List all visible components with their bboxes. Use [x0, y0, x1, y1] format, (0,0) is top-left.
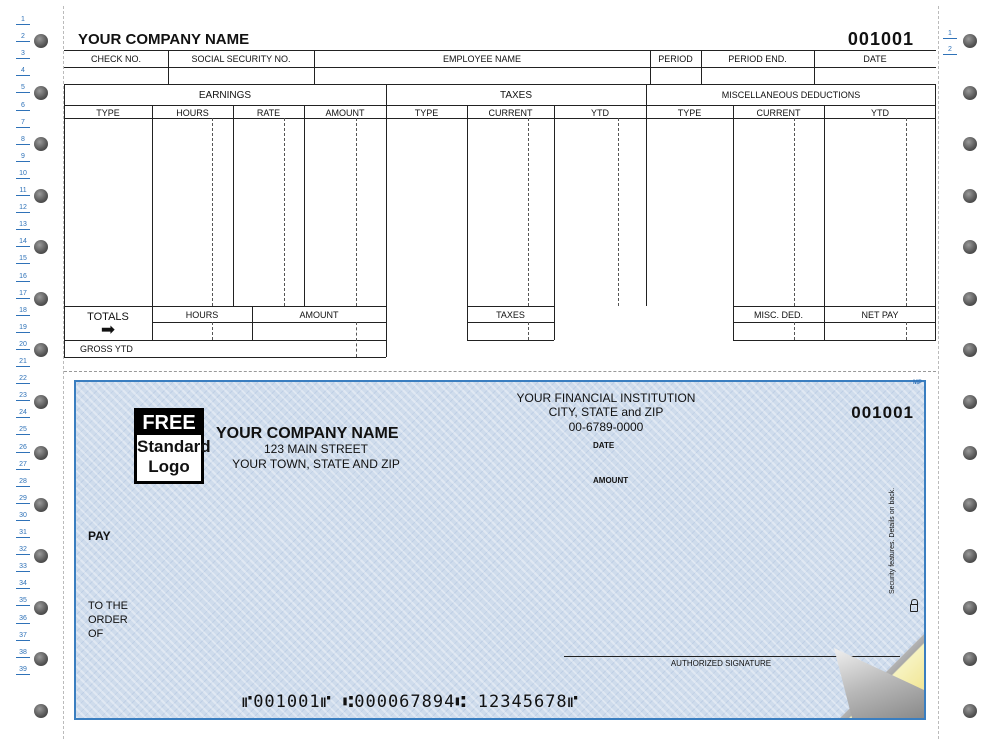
line-number: 27 — [16, 461, 30, 470]
to-the-label: TO THE — [88, 600, 128, 612]
bank-routing-fraction: 00-6789-0000 — [568, 420, 644, 434]
tractor-hole — [34, 549, 48, 563]
line-number: 28 — [16, 478, 30, 487]
tractor-hole — [34, 189, 48, 203]
tractor-hole — [963, 395, 977, 409]
tractor-hole — [34, 395, 48, 409]
line-number: 18 — [16, 307, 30, 316]
line-number: 21 — [16, 358, 30, 367]
section-taxes: TAXES — [499, 90, 533, 101]
totals-hours: HOURS — [185, 310, 219, 320]
line-number: 23 — [16, 392, 30, 401]
free-standard-logo — [134, 408, 211, 484]
tractor-hole — [963, 292, 977, 306]
header-check-no: CHECK NO. — [90, 54, 141, 64]
col-taxes-type: TYPE — [414, 108, 439, 118]
header-period-end: PERIOD END. — [728, 54, 787, 64]
tractor-hole — [963, 240, 977, 254]
bank-name: YOUR FINANCIAL INSTITUTION — [516, 391, 696, 405]
micr-line: ⑈001001⑈ ⑆000067894⑆ 12345678⑈ — [242, 692, 579, 712]
tractor-hole — [34, 652, 48, 666]
col-taxes-ytd: YTD — [591, 108, 609, 118]
tractor-hole — [34, 86, 48, 100]
tractor-hole — [963, 189, 977, 203]
of-label: OF — [88, 628, 104, 640]
line-number: 33 — [16, 563, 30, 572]
tractor-hole — [963, 601, 977, 615]
line-number: 39 — [16, 666, 30, 675]
authorized-signature-label: AUTHORIZED SIGNATURE — [670, 659, 772, 668]
totals-net-pay: NET PAY — [861, 310, 899, 320]
line-number: 22 — [16, 375, 30, 384]
tractor-hole — [963, 704, 977, 718]
tractor-hole — [34, 34, 48, 48]
tractor-hole — [963, 549, 977, 563]
tractor-hole — [963, 137, 977, 151]
stub-company-name: YOUR COMPANY NAME — [78, 31, 250, 48]
tractor-hole — [963, 652, 977, 666]
line-number: 38 — [16, 649, 30, 658]
line-number: 10 — [16, 170, 30, 179]
security-features-text: Security features. Details on back. — [889, 487, 896, 594]
right-tractor-strip — [938, 6, 1000, 739]
header-ssn: SOCIAL SECURITY NO. — [191, 54, 291, 64]
tractor-hole — [963, 343, 977, 357]
line-number: 13 — [16, 221, 30, 230]
line-number: 11 — [16, 187, 30, 196]
section-misc-deductions: MISCELLANEOUS DEDUCTIONS — [721, 90, 861, 100]
tractor-hole — [34, 240, 48, 254]
padlock-icon — [910, 604, 918, 612]
line-number: 6 — [16, 102, 30, 111]
col-earnings-type: TYPE — [96, 108, 120, 118]
tractor-hole — [963, 86, 977, 100]
left-tractor-strip — [4, 6, 64, 739]
tractor-hole — [34, 137, 48, 151]
check-street: 123 MAIN STREET — [263, 442, 369, 456]
totals-arrow-icon: ➡ — [100, 320, 116, 339]
order-label: ORDER — [88, 614, 128, 626]
line-number: 36 — [16, 615, 30, 624]
pay-label: PAY — [88, 529, 111, 543]
line-number: 29 — [16, 495, 30, 504]
header-employee-name: EMPLOYEE NAME — [442, 54, 522, 64]
col-misc-ytd: YTD — [871, 108, 889, 118]
line-number: 24 — [16, 409, 30, 418]
col-earnings-rate: RATE — [256, 108, 281, 118]
tractor-hole — [963, 446, 977, 460]
line-number: 2 — [16, 33, 30, 42]
line-number: 3 — [16, 50, 30, 59]
line-number: 15 — [16, 255, 30, 264]
header-date: DATE — [863, 54, 887, 64]
gross-ytd-label: GROSS YTD — [80, 344, 133, 354]
col-taxes-current: CURRENT — [488, 108, 533, 118]
totals-misc-ded: MISC. DED. — [753, 310, 803, 320]
pay-stub — [64, 22, 936, 362]
tractor-hole — [963, 34, 977, 48]
mp-mark: MP — [913, 380, 922, 386]
logo-free-text: FREE — [137, 411, 201, 435]
header-period: PERIOD — [658, 54, 693, 64]
tractor-hole — [34, 292, 48, 306]
perforation-line — [64, 371, 936, 372]
totals-taxes: TAXES — [496, 310, 525, 320]
line-number: 34 — [16, 580, 30, 589]
line-number: 30 — [16, 512, 30, 521]
check-company-name: YOUR COMPANY NAME — [216, 425, 399, 442]
check-number: 001001 — [851, 403, 914, 422]
line-number: 35 — [16, 597, 30, 606]
col-earnings-amount: AMOUNT — [325, 108, 365, 118]
section-earnings: EARNINGS — [198, 90, 252, 101]
line-number: 1 — [16, 16, 30, 25]
amount-label: AMOUNT — [593, 476, 629, 485]
totals-label: TOTALS — [87, 311, 129, 323]
line-number: 4 — [16, 67, 30, 76]
totals-amount: AMOUNT — [299, 310, 339, 320]
line-number: 2 — [943, 46, 957, 55]
check-city: YOUR TOWN, STATE AND ZIP — [232, 457, 400, 471]
bank-city: CITY, STATE and ZIP — [548, 405, 664, 419]
col-misc-type: TYPE — [677, 108, 702, 118]
date-label: DATE — [593, 441, 615, 450]
logo-standard-text: Standard Logo — [137, 437, 211, 476]
col-earnings-hours: HOURS — [176, 108, 209, 118]
line-number: 25 — [16, 426, 30, 435]
line-number: 32 — [16, 546, 30, 555]
line-number: 8 — [16, 136, 30, 145]
line-number: 31 — [16, 529, 30, 538]
check-body — [74, 380, 926, 720]
tractor-hole — [34, 704, 48, 718]
stub-check-number: 001001 — [847, 29, 914, 49]
tractor-hole — [34, 343, 48, 357]
line-number: 16 — [16, 273, 30, 282]
line-number: 5 — [16, 84, 30, 93]
col-misc-current: CURRENT — [756, 108, 801, 118]
tractor-hole — [34, 446, 48, 460]
tractor-hole — [963, 498, 977, 512]
line-number: 14 — [16, 238, 30, 247]
line-number: 20 — [16, 341, 30, 350]
line-number: 17 — [16, 290, 30, 299]
line-number: 26 — [16, 444, 30, 453]
line-number: 12 — [16, 204, 30, 213]
line-number: 37 — [16, 632, 30, 641]
line-number: 1 — [943, 30, 957, 39]
line-number: 7 — [16, 119, 30, 128]
tractor-hole — [34, 601, 48, 615]
line-number: 19 — [16, 324, 30, 333]
tractor-hole — [34, 498, 48, 512]
line-number: 9 — [16, 153, 30, 162]
